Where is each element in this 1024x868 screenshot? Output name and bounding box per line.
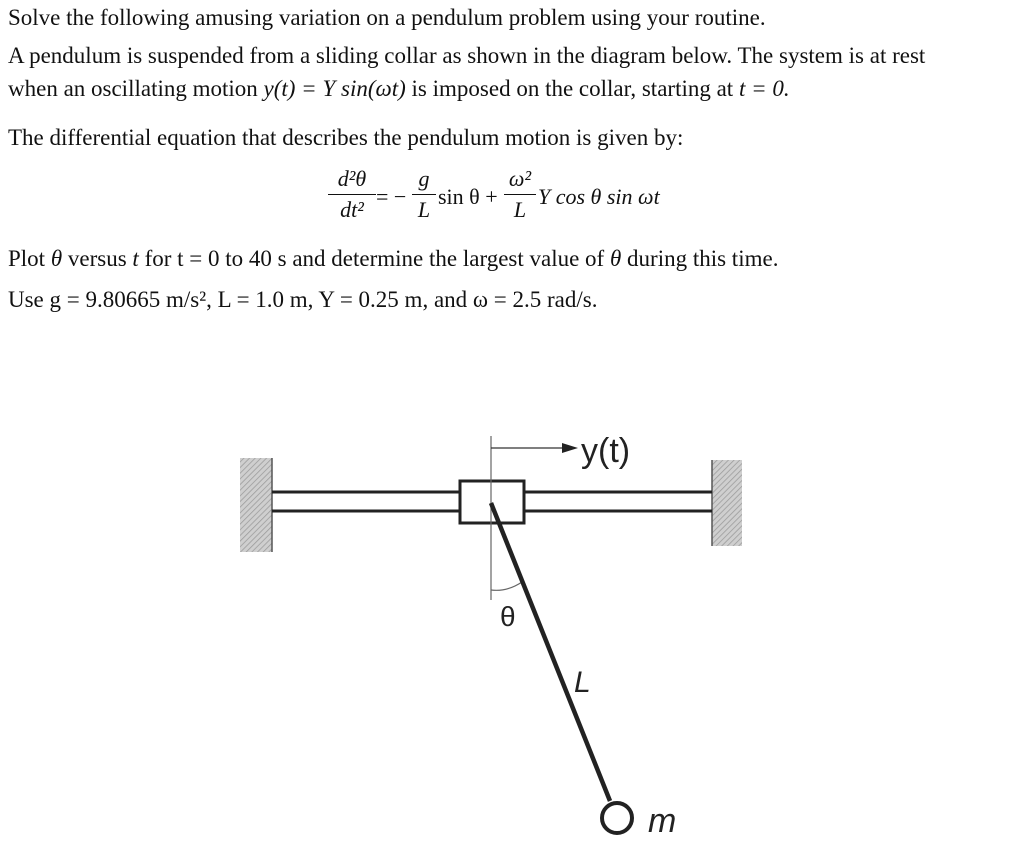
lhs-numerator: d²θ [337,166,367,191]
y-label: y(t) [581,432,631,470]
theta-symbol-2: θ [609,246,622,271]
determine-text: and determine the largest value of [292,246,605,271]
pendulum-rod [491,503,610,801]
t-symbol: t [132,246,139,271]
arrowhead-icon [562,443,578,453]
description-line-1: A pendulum is suspended from a sliding collar as shown in the diagram below. The system is at rest [8,43,926,68]
length-label: L [574,666,591,699]
start-time: t = 0. [738,76,790,101]
theta-symbol: θ [50,246,63,271]
equals-sign: = − [376,184,407,209]
sliding-collar [460,481,524,523]
motion-formula: y(t) = Y sin(ωt) [263,76,406,101]
omega-denominator: L [513,197,527,222]
use-word: Use [8,287,44,312]
pendulum-mass [602,803,632,833]
right-wall [712,460,742,546]
for-word: for [144,246,172,271]
during-text: during this time. [627,246,779,271]
plot-word: Plot [8,246,46,271]
description-text-a: when an oscillating motion [8,76,258,101]
time-range: t = 0 to 40 s [177,246,287,271]
forcing-term: Y cos θ sin ωt [538,184,660,209]
theta-label: θ [500,601,516,632]
diffeq-intro: The differential equation that describes the pendulum motion is given by: [8,125,684,150]
lhs-denominator: dt² [340,197,364,222]
versus-word: versus [67,246,127,271]
sin-term: sin θ + [438,184,498,209]
mass-label: m [648,802,677,840]
parameter-values: g = 9.80665 m/s², L = 1.0 m, Y = 0.25 m, and ω = 2.5 rad/s. [49,287,598,312]
description-text-b: is imposed on the collar, starting at [411,76,734,101]
g-denominator: L [417,197,431,222]
angle-arc [491,582,522,590]
g-numerator: g [418,166,430,191]
omega-numerator: ω² [508,166,532,191]
left-wall [240,458,272,552]
intro-text: Solve the following amusing variation on a pendulum problem using your routine. [8,5,766,30]
